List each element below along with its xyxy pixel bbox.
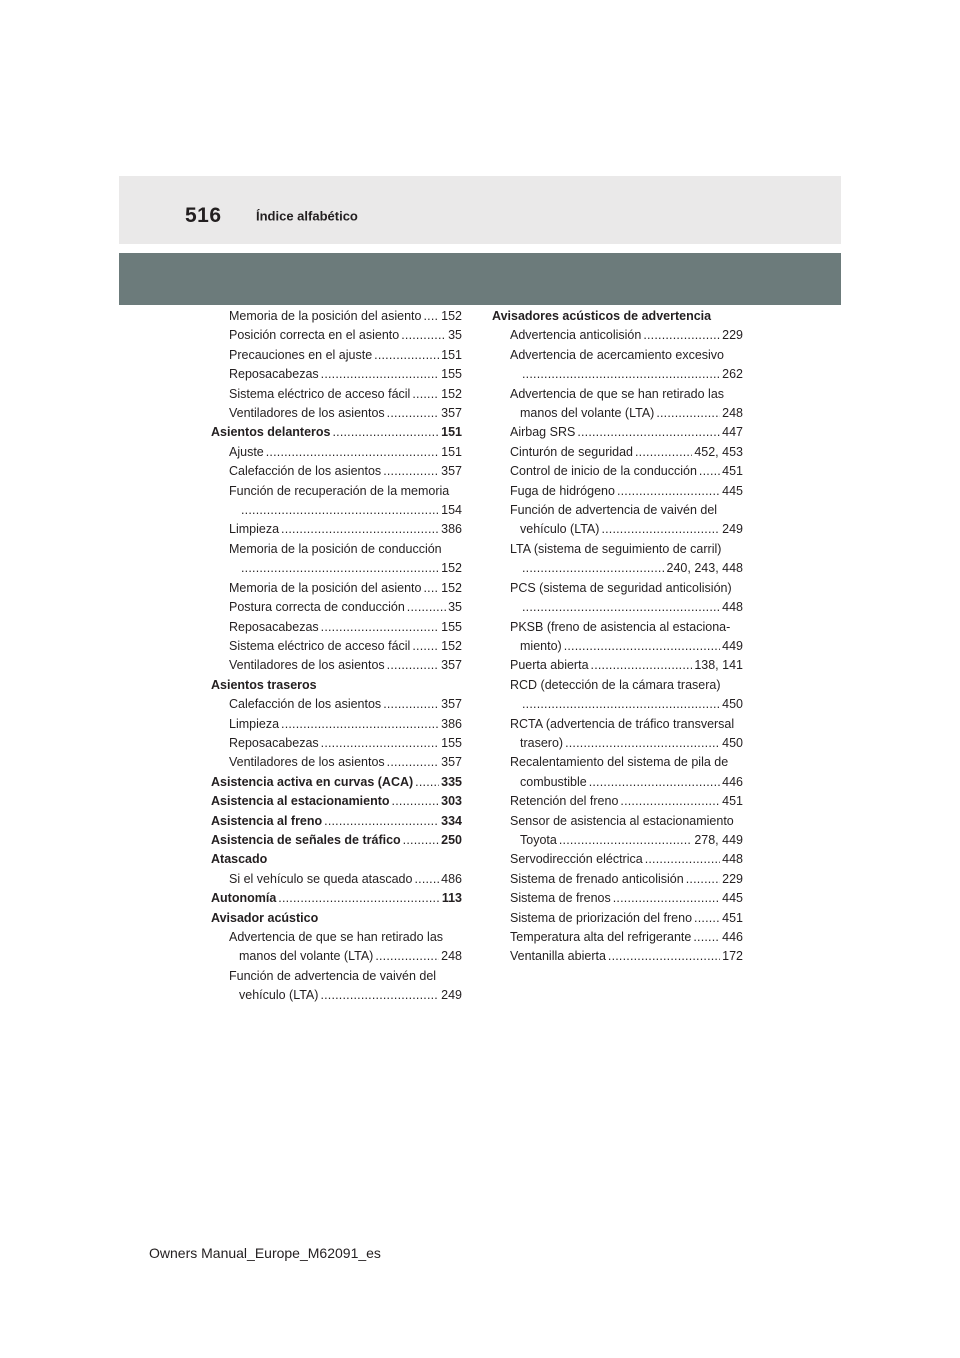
page-reference: 155 (441, 367, 462, 382)
dot-leader (645, 850, 720, 869)
entry-text: trasero) (520, 735, 564, 750)
entry-text: Asientos traseros (211, 677, 317, 692)
dot-leader (693, 928, 720, 947)
page-reference: 152 (441, 580, 462, 595)
dot-leader (564, 637, 720, 656)
index-subentry (211, 443, 462, 462)
page-reference: 152 (441, 561, 462, 576)
dot-leader (656, 404, 720, 423)
entry-text: Temperatura alta del refrigerante (510, 930, 692, 944)
entry-text: Servodirección eléctrica (510, 852, 643, 867)
dot-leader (635, 443, 692, 462)
page-reference: 172 (722, 949, 743, 964)
entry-text: Fuga de hidrógeno (510, 483, 615, 498)
page-reference: 452, 453 (694, 444, 743, 459)
index-subentry (492, 385, 743, 404)
entry-text: Si el vehículo se queda atascado (229, 871, 413, 886)
dot-leader (320, 986, 439, 1005)
index-subentry (492, 559, 743, 578)
page-reference: 138, 141 (694, 658, 743, 673)
section-title: Índice alfabético (256, 208, 358, 224)
dot-leader (383, 462, 439, 481)
dot-leader (403, 831, 439, 850)
index-subentry (492, 482, 743, 501)
dot-leader (699, 462, 720, 481)
index-subentry (211, 986, 462, 1005)
index-subentry (492, 928, 743, 947)
entry-text: miento) (520, 638, 562, 653)
index-subentry (492, 462, 743, 481)
index-entry (211, 423, 462, 442)
entry-text: Función de advertencia de vaivén del (510, 503, 718, 518)
index-entry (211, 909, 462, 928)
dot-leader (620, 792, 720, 811)
index-subentry (492, 773, 743, 792)
entry-text: Función de advertencia de vaivén del (229, 968, 437, 983)
page-reference: 451 (722, 794, 743, 809)
index-subentry (211, 520, 462, 539)
entry-text: Postura correcta de conducción (229, 600, 405, 615)
page-reference: 357 (441, 755, 462, 770)
index-column-right (492, 307, 743, 967)
index-subentry (492, 889, 743, 908)
dot-leader (415, 773, 439, 792)
index-subentry (492, 346, 743, 365)
index-subentry (211, 695, 462, 714)
dot-leader (522, 598, 720, 617)
index-subentry (492, 695, 743, 714)
page-reference: 152 (441, 386, 462, 401)
dot-leader (241, 501, 439, 520)
index-subentry (492, 540, 743, 559)
index-subentry (211, 637, 462, 656)
entry-text: Asistencia activa en curvas (ACA) (211, 774, 414, 789)
index-subentry (492, 404, 743, 423)
entry-text: Memoria de la posición de conducción (229, 541, 442, 556)
dot-leader (401, 326, 446, 345)
entry-text: Ventanilla abierta (510, 949, 606, 964)
dot-leader (565, 734, 720, 753)
entry-text: Sistema eléctrico de acceso fácil (229, 638, 411, 653)
page-reference: 278, 449 (694, 832, 743, 847)
index-subentry (492, 676, 743, 695)
page-reference: 357 (441, 464, 462, 479)
page-reference: 35 (448, 600, 462, 615)
page-reference: 448 (722, 852, 743, 867)
dot-leader (321, 734, 439, 753)
entry-text: Ventiladores de los asientos (229, 406, 385, 421)
index-subentry (211, 501, 462, 520)
index-subentry (211, 326, 462, 345)
dot-leader (383, 695, 439, 714)
dot-leader (591, 656, 693, 675)
dot-leader (617, 482, 720, 501)
entry-text: Memoria de la posición del asiento (229, 309, 422, 323)
index-subentry (492, 947, 743, 966)
index-subentry (211, 482, 462, 501)
dot-leader (374, 346, 439, 365)
page-reference: 113 (441, 891, 462, 906)
entry-text: Precauciones en el ajuste (229, 347, 373, 362)
dot-leader (613, 889, 720, 908)
index-subentry (211, 598, 462, 617)
index-entry (211, 676, 462, 695)
entry-text: Limpieza (229, 522, 280, 537)
entry-text: Reposacabezas (229, 367, 319, 382)
page-reference: 229 (722, 328, 743, 343)
entry-text: Memoria de la posición del asiento (229, 580, 422, 595)
index-subentry (492, 656, 743, 675)
dot-leader (278, 889, 440, 908)
entry-text: Puerta abierta (510, 658, 589, 673)
index-subentry (492, 637, 743, 656)
dot-leader (281, 520, 439, 539)
page-reference: 152 (441, 309, 462, 323)
dot-leader (589, 773, 720, 792)
index-subentry (492, 501, 743, 520)
index-subentry (492, 831, 743, 850)
page-number: 516 (185, 204, 222, 227)
entry-text: LTA (sistema de seguimiento de carril) (510, 541, 722, 556)
entry-text: RCTA (advertencia de tráfico transversal (510, 716, 735, 731)
page-reference: 450 (722, 697, 743, 712)
index-entry (211, 889, 462, 908)
dot-leader (407, 598, 446, 617)
entry-text: Asistencia de señales de tráfico (211, 832, 401, 847)
index-subentry (492, 326, 743, 345)
entry-text: Avisadores acústicos de advertencia (492, 309, 712, 323)
dot-leader (559, 831, 692, 850)
index-subentry (211, 385, 462, 404)
page-reference: 451 (722, 910, 743, 925)
page-reference: 154 (441, 503, 462, 518)
entry-text: Asientos delanteros (211, 425, 331, 440)
entry-text: Ventiladores de los asientos (229, 658, 385, 673)
entry-text: manos del volante (LTA) (520, 406, 655, 421)
dot-leader (643, 326, 720, 345)
entry-text: Avisador acústico (211, 910, 319, 925)
index-subentry (492, 443, 743, 462)
dot-leader (321, 365, 439, 384)
page-reference: 386 (441, 716, 462, 731)
index-subentry (211, 947, 462, 966)
entry-text: PKSB (freno de asistencia al estaciona- (510, 619, 731, 634)
index-subentry (492, 870, 743, 889)
entry-text: RCD (detección de la cámara trasera) (510, 677, 721, 692)
page-reference: 229 (722, 871, 743, 886)
entry-text: Advertencia anticolisión (510, 328, 642, 343)
entry-text: Reposacabezas (229, 619, 319, 634)
entry-text: Reposacabezas (229, 735, 319, 750)
index-subentry (492, 753, 743, 772)
index-subentry (211, 307, 462, 326)
page-reference: 450 (722, 735, 743, 750)
index-subentry (492, 812, 743, 831)
index-subentry (211, 540, 462, 559)
page-reference: 262 (722, 367, 743, 382)
dot-leader (601, 520, 720, 539)
entry-text: Calefacción de los asientos (229, 697, 382, 712)
entry-text: Asistencia al freno (211, 813, 323, 828)
dot-leader (387, 753, 439, 772)
entry-text: manos del volante (LTA) (239, 949, 374, 964)
dot-leader (577, 423, 720, 442)
index-subentry (211, 967, 462, 986)
page-reference: 303 (441, 794, 462, 809)
page-header (119, 176, 841, 244)
page-reference: 249 (722, 522, 743, 537)
page-reference: 386 (441, 522, 462, 537)
page-reference: 357 (441, 658, 462, 673)
index-subentry (492, 909, 743, 928)
index-subentry (211, 656, 462, 675)
entry-text: Advertencia de que se han retirado las (510, 386, 725, 401)
index-entry (492, 307, 743, 326)
dot-leader (321, 618, 439, 637)
dot-leader (694, 909, 720, 928)
dot-leader (522, 559, 665, 578)
dot-leader (281, 715, 439, 734)
entry-text: Sistema de frenado anticolisión (510, 871, 684, 886)
page-reference: 357 (441, 697, 462, 712)
index-subentry (211, 618, 462, 637)
entry-text: Sistema de priorización del freno (510, 910, 693, 925)
entry-text: Toyota (520, 832, 557, 847)
entry-text: Atascado (211, 852, 268, 867)
page-reference: 151 (441, 425, 462, 440)
page-reference: 248 (722, 406, 743, 421)
dot-leader (412, 385, 439, 404)
dot-leader (266, 443, 439, 462)
entry-text: Función de recuperación de la memoria (229, 483, 450, 498)
index-subentry (492, 598, 743, 617)
dot-leader (423, 579, 439, 598)
page-reference: 155 (441, 619, 462, 634)
index-subentry (492, 850, 743, 869)
index-subentry (492, 365, 743, 384)
page-reference: 357 (441, 406, 462, 421)
index-subentry (211, 870, 462, 889)
header-band (119, 253, 841, 305)
page-reference: 152 (441, 638, 462, 653)
index-entry (211, 812, 462, 831)
page-reference: 248 (441, 949, 462, 964)
dot-leader (332, 423, 439, 442)
entry-text: Ventiladores de los asientos (229, 755, 385, 770)
page-reference: 334 (441, 813, 462, 828)
page-reference: 151 (441, 347, 462, 362)
index-subentry (211, 404, 462, 423)
entry-text: Advertencia de que se han retirado las (229, 930, 444, 944)
page-reference: 445 (722, 891, 743, 906)
page-reference: 240, 243, 448 (666, 561, 743, 576)
dot-leader (423, 307, 439, 326)
dot-leader (522, 695, 720, 714)
entry-text: Asistencia al estacionamiento (211, 794, 390, 809)
dot-leader (324, 812, 439, 831)
page-reference: 151 (441, 444, 462, 459)
index-entry (211, 831, 462, 850)
page-reference: 447 (722, 425, 743, 440)
entry-text: Advertencia de acercamiento excesivo (510, 347, 725, 362)
dot-leader (375, 947, 439, 966)
entry-text: Cinturón de seguridad (510, 444, 633, 459)
footer-document-id: Owners Manual_Europe_M62091_es (149, 1245, 381, 1261)
entry-text: vehículo (LTA) (239, 988, 319, 1003)
index-subentry (492, 520, 743, 539)
dot-leader (392, 792, 440, 811)
entry-text: Recalentamiento del sistema de pila de (510, 755, 729, 770)
page-reference: 449 (722, 638, 743, 653)
dot-leader (241, 559, 439, 578)
entry-text: Retención del freno (510, 794, 619, 809)
dot-leader (414, 870, 439, 889)
entry-text: Sistema de frenos (510, 891, 611, 906)
index-subentry (211, 715, 462, 734)
entry-text: Sistema eléctrico de acceso fácil (229, 386, 411, 401)
page-reference: 448 (722, 600, 743, 615)
index-column-left (211, 307, 462, 1006)
entry-text: PCS (sistema de seguridad anticolisión) (510, 580, 732, 595)
dot-leader (387, 404, 439, 423)
page-reference: 446 (722, 930, 743, 944)
page-reference: 249 (441, 988, 462, 1003)
index-subentry (492, 423, 743, 442)
index-subentry (211, 734, 462, 753)
entry-text: Ajuste (229, 444, 264, 459)
entry-text: vehículo (LTA) (520, 522, 600, 537)
page-reference: 335 (441, 774, 462, 789)
entry-text: combustible (520, 774, 587, 789)
index-entry (211, 792, 462, 811)
dot-leader (608, 947, 720, 966)
page-reference: 486 (441, 871, 462, 886)
page-reference: 35 (448, 328, 462, 343)
entry-text: Limpieza (229, 716, 280, 731)
index-subentry (211, 928, 462, 947)
page-reference: 155 (441, 735, 462, 750)
index-subentry (211, 753, 462, 772)
entry-text: Airbag SRS (510, 425, 576, 440)
index-entry (211, 773, 462, 792)
page-reference: 250 (441, 832, 462, 847)
index-subentry (492, 715, 743, 734)
index-subentry (211, 365, 462, 384)
entry-text: Control de inicio de la conducción (510, 464, 697, 479)
index-subentry (492, 618, 743, 637)
index-subentry (211, 462, 462, 481)
dot-leader (387, 656, 439, 675)
index-subentry (211, 579, 462, 598)
entry-text: Sensor de asistencia al estacionamiento (510, 813, 734, 828)
page-reference: 446 (722, 774, 743, 789)
index-subentry (211, 559, 462, 578)
page-reference: 445 (722, 483, 743, 498)
dot-leader (522, 365, 720, 384)
index-entry (211, 850, 462, 869)
page-reference: 451 (722, 464, 743, 479)
dot-leader (686, 870, 720, 889)
index-subentry (211, 346, 462, 365)
entry-text: Calefacción de los asientos (229, 464, 382, 479)
index-subentry (492, 579, 743, 598)
index-subentry (492, 734, 743, 753)
index-subentry (492, 792, 743, 811)
dot-leader (412, 637, 439, 656)
entry-text: Autonomía (211, 891, 277, 906)
entry-text: Posición correcta en el asiento (229, 328, 400, 343)
